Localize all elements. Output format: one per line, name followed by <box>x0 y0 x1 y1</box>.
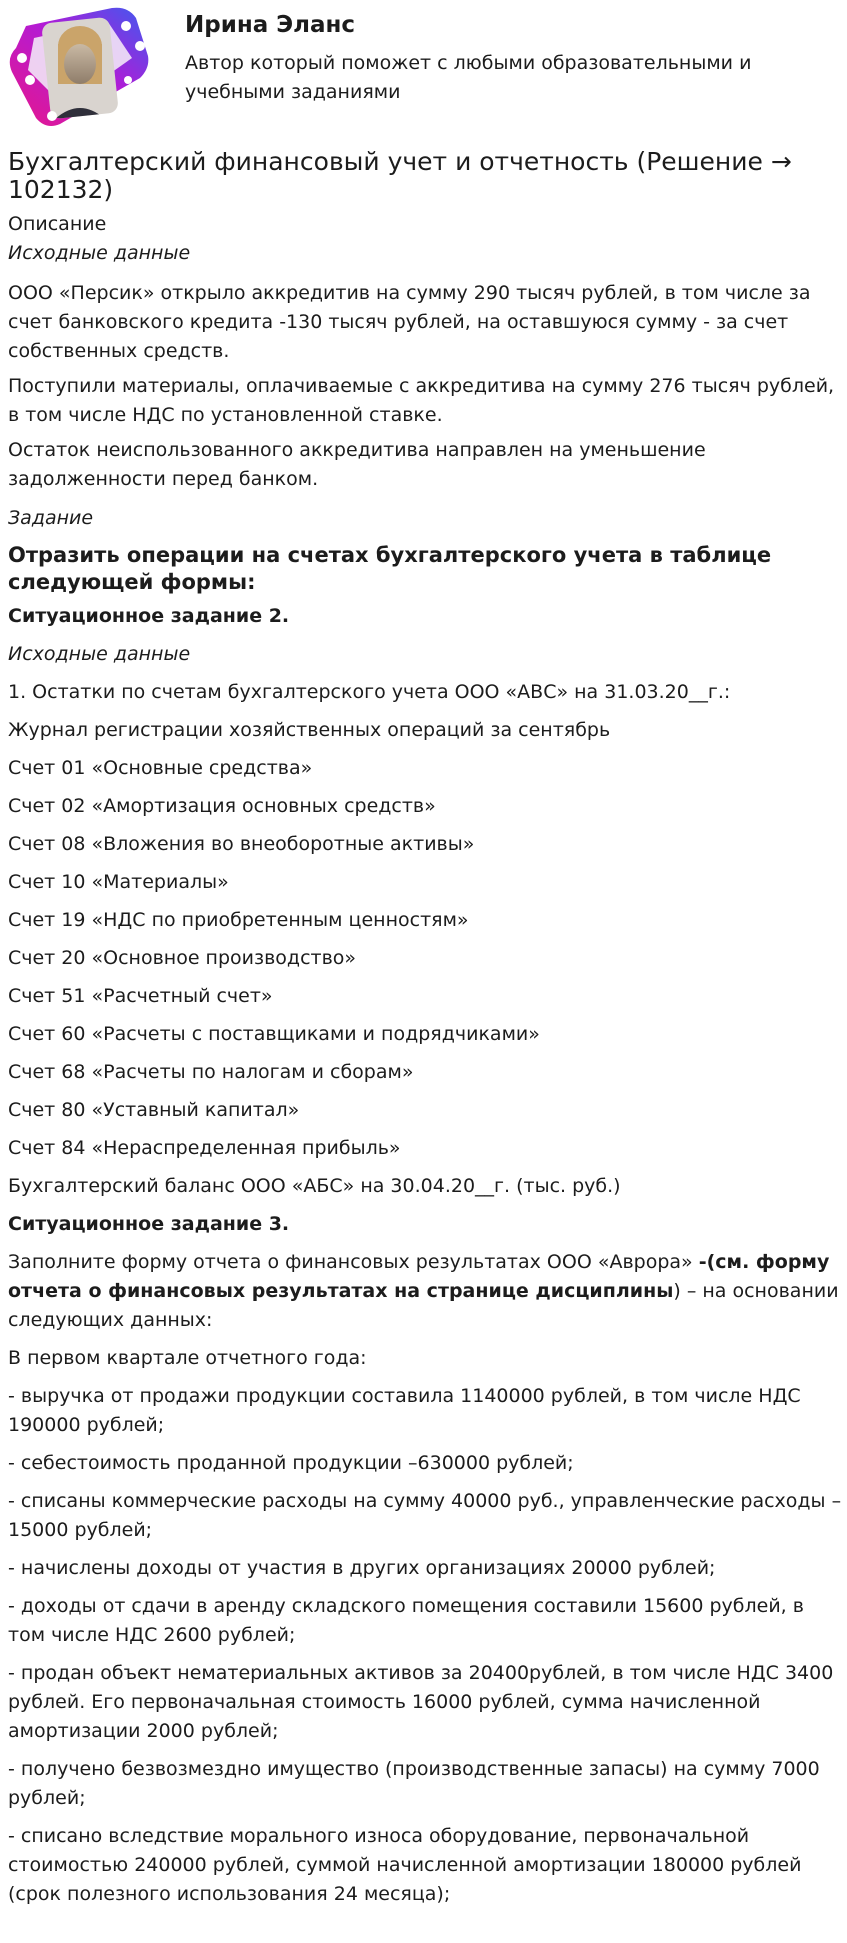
situation3-heading: Ситуационное задание 3. <box>8 1213 290 1235</box>
situation3-intro <box>8 1248 844 1335</box>
situation2-heading: Ситуационное задание 2. <box>8 605 290 627</box>
journal-line: Журнал регистрации хозяйственных операций за сентябрь <box>8 719 611 741</box>
fact-item: - начислены доходы от участия в других организациях 20000 рублей; <box>8 1557 716 1579</box>
author-name[interactable]: Ирина Эланс <box>185 12 356 38</box>
account-line: Счет 80 «Уставный капитал» <box>8 1099 300 1121</box>
source-data-label: Исходные данные <box>8 242 191 264</box>
task-heading: Отразить операции на счетах бухгалтерского учета в таблице следующей формы: <box>8 543 772 594</box>
fact-item: - получено безвозмездно имущество (производственные запасы) на сумму 7000 рублей; <box>8 1758 820 1809</box>
situation3-intro-text: Заполните форму отчета о финансовых результатах ООО «Аврора» <box>8 1251 699 1273</box>
intro-paragraph: Поступили материалы, оплачиваемые с аккредитива на сумму 276 тысяч рублей, в том числе НДС по установленной ставке. <box>8 375 835 426</box>
intro-paragraph: ООО «Персик» открыло аккредитив на сумму 290 тысяч рублей, в том числе за счет банковского кредита -130 тысяч рублей, на оставшуюся сумму - за счет собственных средств. <box>8 282 811 362</box>
author-card <box>8 0 844 132</box>
task-label: Задание <box>8 507 94 529</box>
account-line: Счет 51 «Расчетный счет» <box>8 985 273 1007</box>
fact-item: - себестоимость проданной продукции –630000 рублей; <box>8 1452 574 1474</box>
account-line: Счет 10 «Материалы» <box>8 871 229 893</box>
situation3-intro-tail: ) – на основании следующих данных: <box>8 1280 839 1331</box>
account-line: Счет 60 «Расчеты с поставщиками и подрядчиками» <box>8 1023 540 1045</box>
account-line: Счет 19 «НДС по приобретенным ценностям» <box>8 909 469 931</box>
page <box>8 0 844 1909</box>
fact-item: - выручка от продажи продукции составила 1140000 рублей, в том числе НДС 190000 рублей; <box>8 1385 801 1436</box>
situation2-source-label: Исходные данные <box>8 643 191 665</box>
fact-item: - продан объект нематериальных активов за 20400рублей, в том числе НДС 3400 рублей. Его первоначальная стоимость 16000 рублей, сумма начисленной амортизации 2000 рублей; <box>8 1662 834 1742</box>
author-description: Автор который поможет с любыми образовательными и учебными заданиями <box>185 52 752 103</box>
situation3-intro-bold: -(см. форму отчета о финансовых результатах на странице дисциплины <box>8 1251 830 1302</box>
balance-sheet-line: Бухгалтерский баланс ООО «АБС» на 30.04.20__г. (тыс. руб.) <box>8 1175 621 1197</box>
description-label: Описание <box>8 213 107 235</box>
document-title: Бухгалтерский финансовый учет и отчетность (Решение → 102132) <box>8 147 792 204</box>
account-line: Счет 20 «Основное производство» <box>8 947 357 969</box>
fact-item: - доходы от сдачи в аренду складского помещения составили 15600 рублей, в том числе НДС 2600 рублей; <box>8 1595 804 1646</box>
quarter-line: В первом квартале отчетного года: <box>8 1347 367 1369</box>
account-line: Счет 01 «Основные средства» <box>8 757 313 779</box>
account-line: Счет 84 «Нераспределенная прибыль» <box>8 1137 401 1159</box>
intro-paragraph: Остаток неиспользованного аккредитива направлен на уменьшение задолженности перед банком. <box>8 439 706 490</box>
account-line: Счет 08 «Вложения во внеоборотные активы» <box>8 833 475 855</box>
account-line: Счет 02 «Амортизация основных средств» <box>8 795 436 817</box>
author-avatar[interactable] <box>8 6 150 128</box>
fact-item: - списано вследствие морального износа оборудование, первоначальной стоимостью 240000 рублей, суммой начисленной амортизации 180000 рублей (срок полезного использования 24 месяца); <box>8 1825 802 1905</box>
account-line: Счет 68 «Расчеты по налогам и сборам» <box>8 1061 414 1083</box>
balances-line: 1. Остатки по счетам бухгалтерского учета ООО «АВС» на 31.03.20__г.: <box>8 681 731 703</box>
fact-item: - списаны коммерческие расходы на сумму 40000 руб., управленческие расходы –15000 рублей; <box>8 1490 842 1541</box>
